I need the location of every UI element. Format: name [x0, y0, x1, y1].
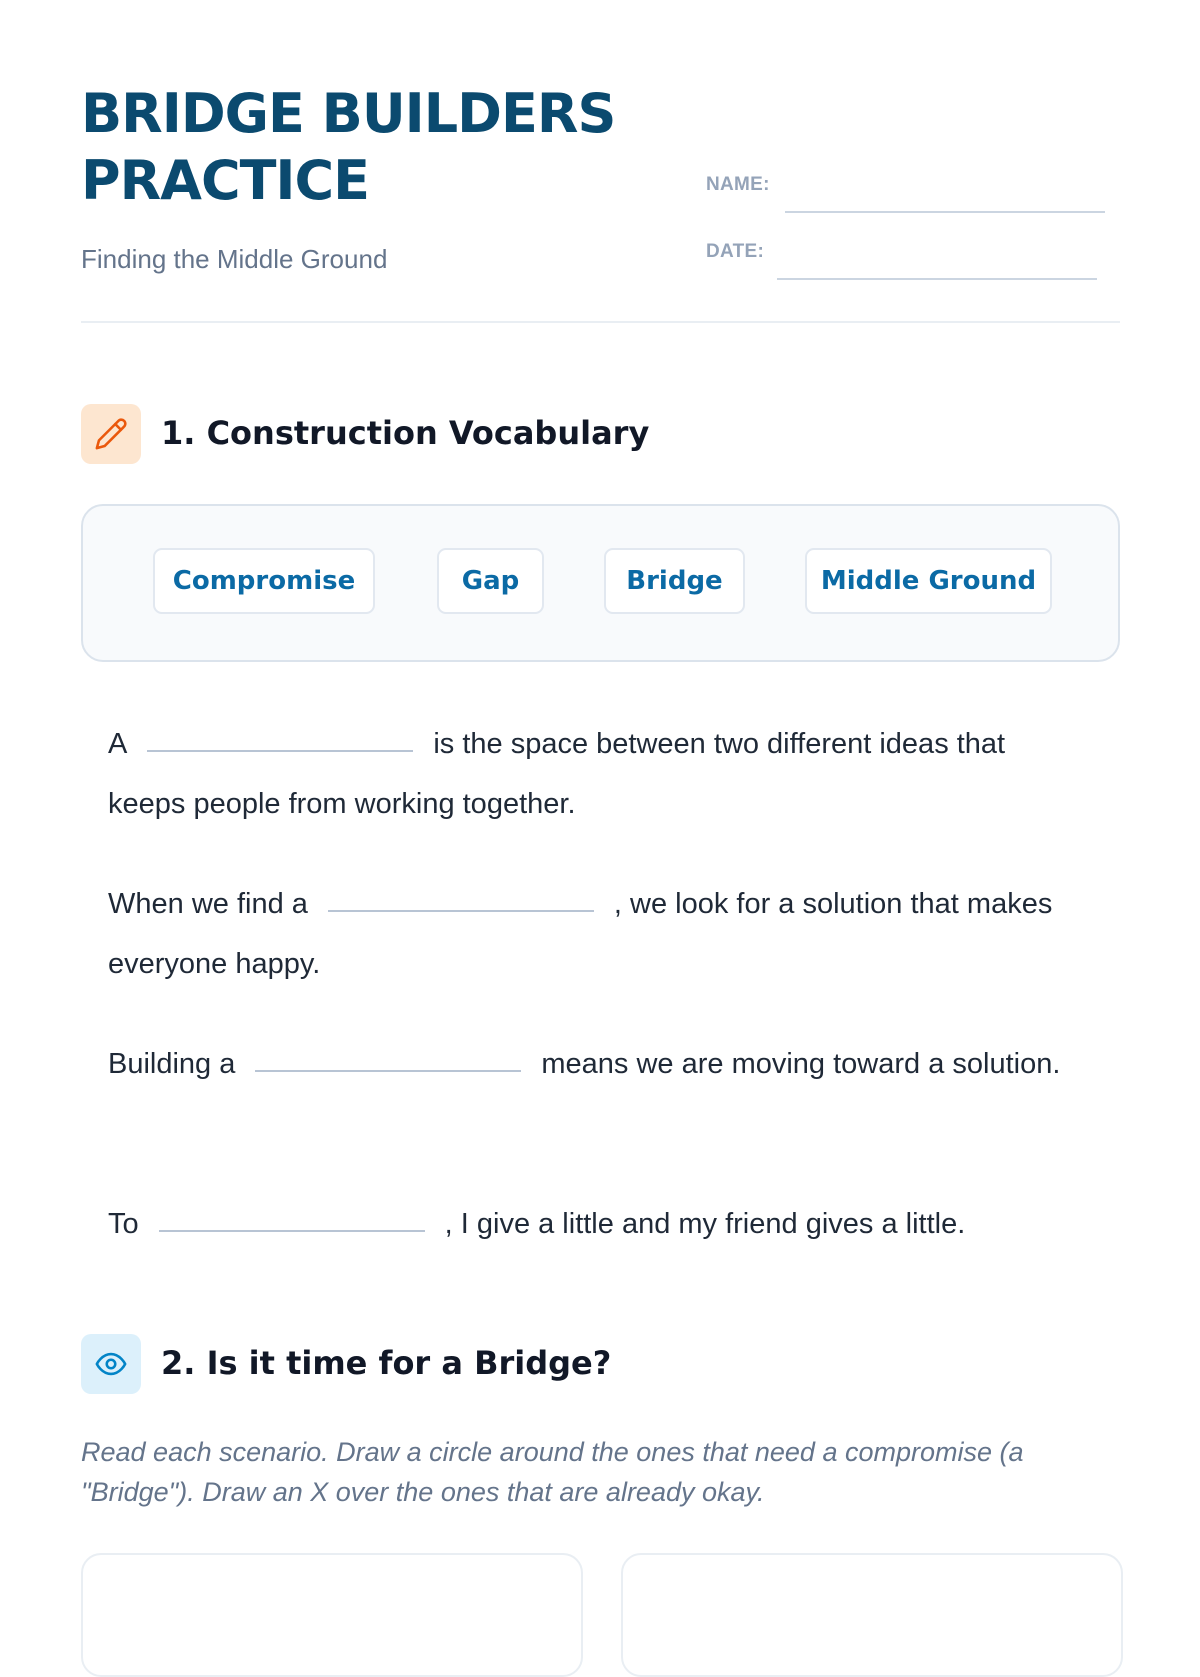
- section-2-title: 2. Is it time for a Bridge?: [161, 1344, 612, 1382]
- word-bank: [81, 504, 1120, 662]
- sentence-4: [108, 1194, 1088, 1254]
- answer-blank[interactable]: [147, 750, 413, 752]
- sentence-1: [108, 714, 1088, 834]
- sentence-text: Building a: [108, 1048, 236, 1080]
- answer-blank[interactable]: [159, 1230, 425, 1232]
- date-label: DATE:: [706, 241, 765, 262]
- sentence-text: , I give a little and my friend gives a little.: [444, 1208, 966, 1240]
- word-chip-bridge: Bridge: [604, 548, 745, 614]
- eye-icon: [81, 1334, 141, 1394]
- section-2-instructions: Read each scenario. Draw a circle around the ones that need a compromise (a "Bridge"). Draw an X over the ones that are already okay.: [81, 1437, 1024, 1507]
- sentence-text: A: [108, 728, 128, 760]
- answer-blank[interactable]: [255, 1070, 521, 1072]
- sentence-text: is the space between two different ideas that keeps people from working together.: [108, 728, 1006, 820]
- worksheet-title: BRIDGE BUILDERS PRACTICE: [81, 82, 616, 212]
- scenario-card[interactable]: [81, 1553, 583, 1677]
- answer-blank[interactable]: [328, 910, 594, 912]
- pencil-icon: [81, 404, 141, 464]
- worksheet-subtitle: Finding the Middle Ground: [81, 244, 388, 274]
- word-chip-middle-ground: Middle Ground: [805, 548, 1052, 614]
- sentence-text: To: [108, 1208, 139, 1240]
- sentence-text: means we are moving toward a solution.: [541, 1048, 1061, 1080]
- header-divider: [81, 321, 1120, 323]
- date-field[interactable]: [777, 278, 1097, 280]
- sentence-text: , we look for a solution that makes everyone happy.: [108, 888, 1053, 980]
- name-field[interactable]: [785, 211, 1105, 213]
- word-chip-compromise: Compromise: [153, 548, 375, 614]
- section-1-title: 1. Construction Vocabulary: [161, 414, 650, 452]
- word-chip-gap: Gap: [437, 548, 544, 614]
- scenario-card[interactable]: [621, 1553, 1123, 1677]
- name-label: NAME:: [706, 174, 770, 195]
- sentence-text: When we find a: [108, 888, 308, 920]
- sentence-3: [108, 1034, 1088, 1094]
- sentence-2: [108, 874, 1088, 994]
